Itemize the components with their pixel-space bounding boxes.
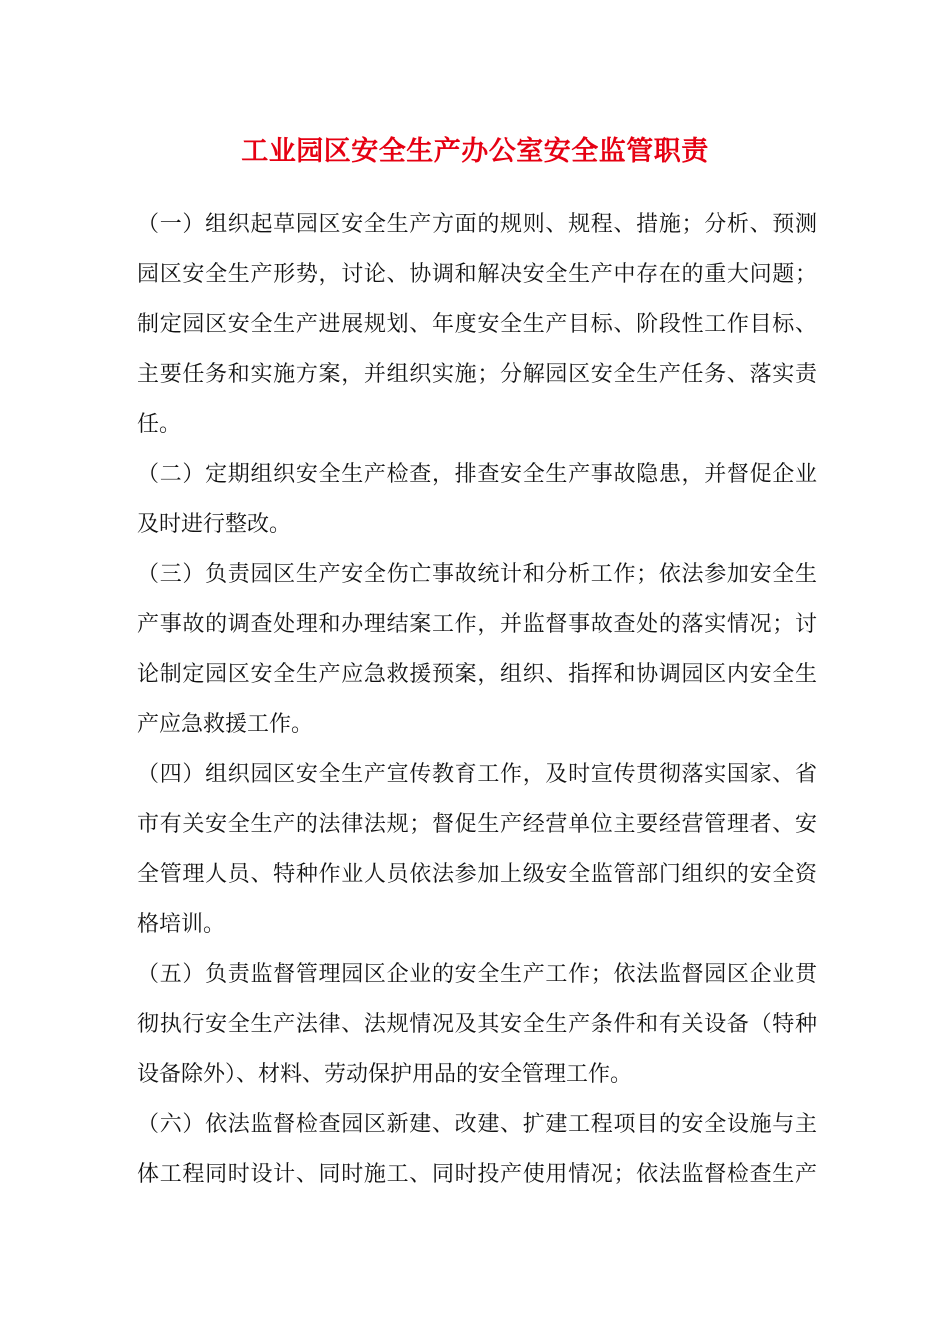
paragraph-line: 论制定园区安全生产应急救援预案，组织、指挥和协调园区内安全生 — [137, 662, 817, 687]
paragraph-line: （一）组织起草园区安全生产方面的规则、规程、措施；分析、预测 — [137, 212, 817, 237]
paragraph-line: （三）负责园区生产安全伤亡事故统计和分析工作；依法参加安全生 — [137, 562, 817, 587]
paragraph-line: （二）定期组织安全生产检查，排查安全生产事故隐患，并督促企业 — [137, 462, 817, 487]
paragraph-line: 产应急救援工作。 — [137, 712, 314, 737]
paragraph-line: 任。 — [137, 412, 182, 437]
paragraph-line: （六）依法监督检查园区新建、改建、扩建工程项目的安全设施与主 — [137, 1112, 817, 1137]
paragraph-line: 产事故的调查处理和办理结案工作，并监督事故查处的落实情况；讨 — [137, 612, 817, 637]
paragraph-line: 格培训。 — [137, 912, 226, 937]
paragraph-line: 体工程同时设计、同时施工、同时投产使用情况；依法监督检查生产 — [137, 1162, 817, 1187]
document-title: 工业园区安全生产办公室安全监管职责 — [241, 136, 709, 167]
paragraph-line: （四）组织园区安全生产宣传教育工作，及时宣传贯彻落实国家、省 — [137, 762, 817, 787]
paragraph-line: 市有关安全生产的法律法规；督促生产经营单位主要经营管理者、安 — [137, 812, 817, 837]
paragraph-line: （五）负责监督管理园区企业的安全生产工作；依法监督园区企业贯 — [137, 962, 817, 987]
paragraph-line: 制定园区安全生产进展规划、年度安全生产目标、阶段性工作目标、 — [137, 312, 817, 337]
paragraph-line: 设备除外）、材料、劳动保护用品的安全管理工作。 — [137, 1062, 633, 1087]
paragraph-line: 及时进行整改。 — [137, 512, 292, 537]
paragraph-line: 全管理人员、特种作业人员依法参加上级安全监管部门组织的安全资 — [137, 862, 817, 887]
paragraph-line: 园区安全生产形势，讨论、协调和解决安全生产中存在的重大问题； — [137, 262, 817, 287]
paragraph-line: 彻执行安全生产法律、法规情况及其安全生产条件和有关设备（特种 — [137, 1012, 817, 1037]
paragraph-line: 主要任务和实施方案，并组织实施；分解园区安全生产任务、落实责 — [137, 362, 817, 387]
